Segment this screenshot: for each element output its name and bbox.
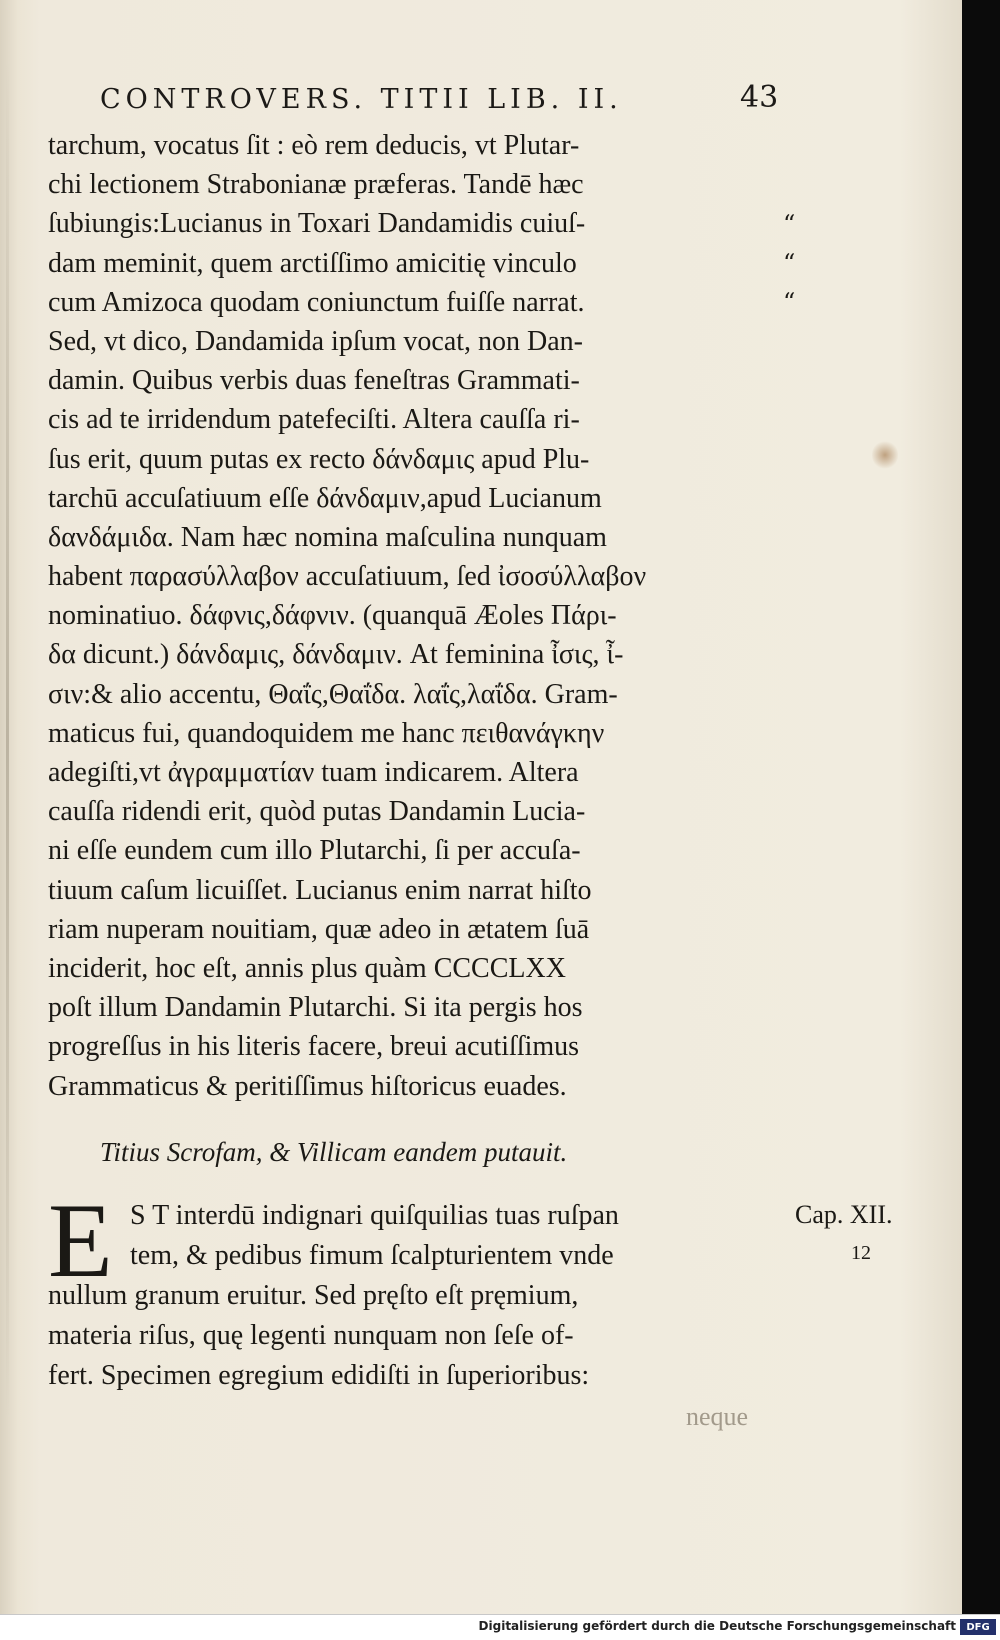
chapter-label: Cap. XII. [795,1200,893,1229]
text-line: habent παρασύλλαβον accuſatiuum, ſed ἰσοσύλλαβον [48,561,647,593]
text-line: inciderit, hoc eſt, annis plus quàm CCCCLXX [48,952,566,984]
text-line: σιν:& alio accentu, Θαΐς,Θαΐδα. λαΐς,λαΐδα. Gram- [48,678,618,710]
text-line: tarchum, vocatus ſit : eò rem deducis, vt Plutar- [48,130,580,161]
text-line: progreſſus in his literis facere, breui acutiſſimus [48,1031,580,1063]
text-line: tarchū accuſatiuum eſſe δάνδαμιν,apud Lucianum [48,482,602,514]
quote-mark: “ [783,288,796,317]
text-line: Sed, vt dico, Dandamida ipſum vocat, non Dan- [48,325,583,357]
body-text [48,126,773,1106]
catchword: neque [686,1402,749,1431]
text-line: dam meminit, quem arctiſſimo amicitię vinculo [48,247,577,279]
quote-mark: “ [783,249,796,278]
running-header [100,80,790,124]
text-line: S T interdū indignari quiſquilias tuas ruſpan [130,1200,619,1231]
section-title: Titius Scrofam, & Villicam eandem putauit. [100,1137,568,1167]
text-line: ni eſſe eundem cum illo Plutarchi, ſi per accuſa- [48,835,581,867]
text-line: cum Amizoca quodam coniunctum fuiſſe narrat. [48,286,585,318]
text-line: ſus erit, quum putas ex recto δάνδαμις apud Plu- [48,443,590,475]
text-line: riam nuperam nouitiam, quæ adeo in ætatem ſuā [48,913,590,945]
page-gutter [6,60,9,1420]
funding-credit: Digitalisierung gefördert durch die Deutsche Forschungsgemeinschaft [478,1619,956,1633]
text-line: δανδάμιδα. Nam hæc nomina maſculina nunquam [48,521,607,553]
running-title: CONTROVERS. TITII LIB. II. [100,84,623,115]
text-line: adegiſti,vt ἀγραμματίαν tuam indicarem. Altera [48,757,579,788]
marginal-chapter-note [795,1196,955,1272]
chapter-number: 12 [851,1242,871,1264]
paper-stain [872,440,898,470]
text-line: tem, & pedibus fimum ſcalpturientem vnde [130,1240,614,1271]
text-line: chi lectionem Strabonianæ præferas. Tandē hæc [48,169,584,201]
text-line: cis ad te irridendum patefeciſti. Altera cauſſa ri- [48,404,580,436]
quote-mark: “ [783,210,796,238]
drop-cap: E [48,1182,113,1299]
text-line: δα dicunt.) δάνδαμις, δάνδαμιν. At feminina ἶσις, ἶ- [48,639,624,671]
text-line: Grammaticus & peritiſſimus hiſtoricus euades. [48,1070,567,1102]
text-line: damin. Quibus verbis duas feneſtras Grammati- [48,365,580,397]
text-line: cauſſa ridendi erit, quòd putas Dandamin Lucia- [48,796,586,828]
dfg-logo: DFG [960,1619,996,1635]
page-number: 43 [740,80,779,115]
text-line: maticus fui, quandoquidem me hanc πειθανάγκην [48,717,605,749]
text-line: nominatiuo. δάφνις,δάφνιν. (quanquā Æoles Πάρι- [48,600,617,632]
text-line: tiuum caſum licuiſſet. Lucianus enim narrat hiſto [48,874,592,906]
chapter-text [48,1182,773,1396]
text-line: fert. Specimen egregium edidiſti in ſuperioribus: [48,1360,590,1391]
text-line: poſt illum Dandamin Plutarchi. Si ita pergis hos [48,992,583,1024]
marginal-quote-marks [783,205,823,323]
footer-bar [0,1614,1000,1640]
text-line: nullum granum eruitur. Sed pręſto eſt pręmium, [48,1280,579,1311]
text-line: materia riſus, quę legenti nunquam non ſeſe of- [48,1320,574,1351]
text-line: ſubiungis:Lucianus in Toxari Dandamidis cuiuſ- [48,208,586,240]
